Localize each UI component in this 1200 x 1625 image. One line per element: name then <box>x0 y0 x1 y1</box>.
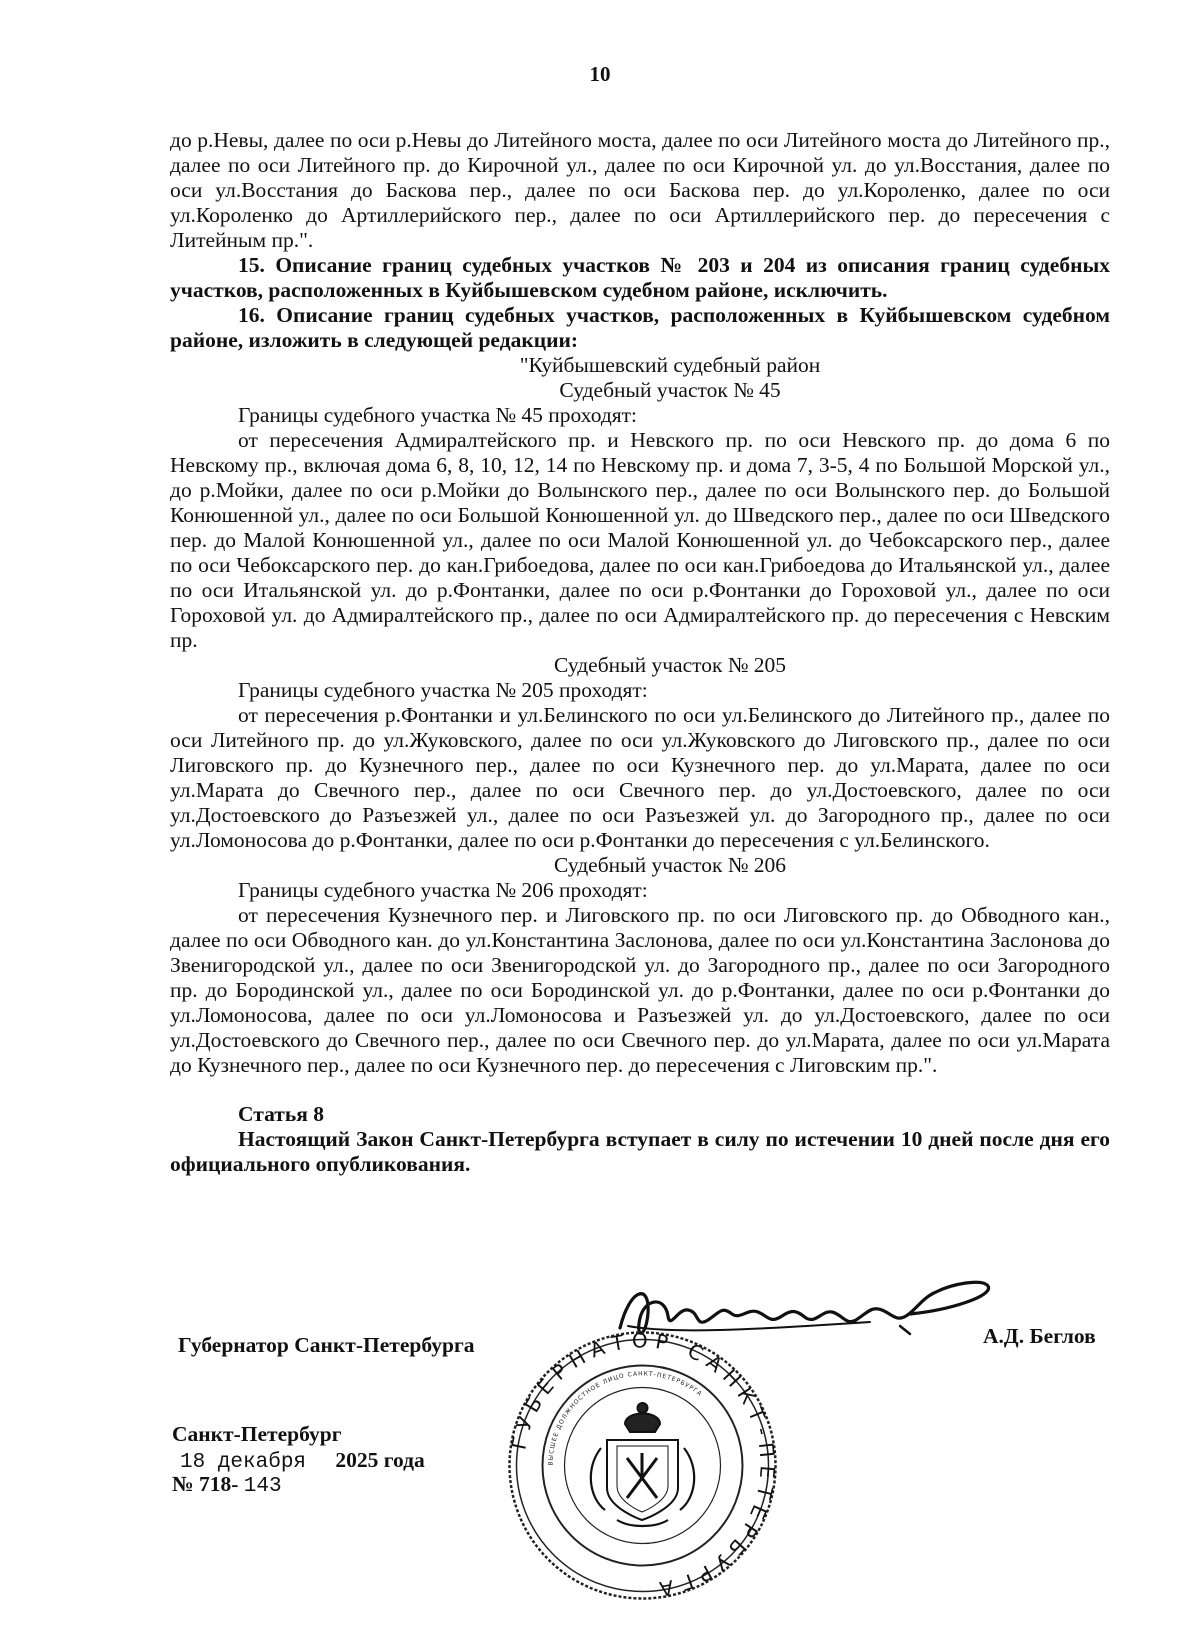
item-15: 15. Описание границ судебных участков № 203 и 204 из описания границ судебных участков, расположенных в Куйбышевском судебном районе, исключить. <box>170 253 1110 302</box>
section-206-intro: Границы судебного участка № 206 проходят: <box>238 878 648 902</box>
date-year: 2025 года <box>335 1448 425 1472</box>
official-seal <box>505 1328 780 1603</box>
section-206-title: Судебный участок № 206 <box>554 853 786 877</box>
page-number: 10 <box>589 62 611 86</box>
governor-title: Губернатор Санкт-Петербурга <box>178 1333 475 1357</box>
district-title: "Куйбышевский судебный район <box>519 353 821 377</box>
section-45-intro: Границы судебного участка № 45 проходят: <box>238 403 638 427</box>
law-number <box>172 1472 282 1498</box>
coat-of-arms-icon <box>591 1403 694 1526</box>
section-45-title: Судебный участок № 45 <box>559 378 781 402</box>
law-number-label: № 718- <box>172 1472 239 1496</box>
seal-inner-text: ВЫСШЕЕ ДОЛЖНОСТНОЕ ЛИЦО САНКТ-ПЕТЕРБУРГА <box>547 1370 704 1466</box>
section-206-text: от пересечения Кузнечного пер. и Лиговского пр. по оси Лиговского пр. до Обводного кан., далее по оси Обводного кан. до ул.Константина Заслонова, далее по оси ул.Константина Заслонова до Звенигородской ул., далее по оси Звенигородской ул. до Загородного пр., далее по оси Загородного пр. до Бородинской ул., далее по оси Бородинской ул. до р.Фонтанки, далее по оси р.Фонтанки до ул.Ломоносова, далее по оси ул.Ломоносова и Разъезжей ул. до ул.Достоевского, далее по оси ул.Достоевского до Свечного пер., далее по оси Свечного пер. до ул.Марата, далее по оси ул.Марата до Кузнечного пер., далее по оси Кузнечного пер. до пересечения с Лиговским пр.". <box>170 903 1110 1077</box>
law-number-value: 143 <box>243 1475 282 1498</box>
svg-text:ГУБЕРНАТОР САНКТ-ПЕТЕРБУРГА <box>506 1328 779 1602</box>
section-205-intro: Границы судебного участка № 205 проходят: <box>238 678 648 702</box>
section-45-text: от пересечения Адмиралтейского пр. и Невского пр. по оси Невского пр. до дома 6 по Невскому пр., включая дома 6, 8, 10, 12, 14 по Невскому пр. и дома 7, 3-5, 4 по Большой Морской ул., до р.Мойки, далее по оси р.Мойки до Волынского пер., далее по оси Волынского пер. до Большой Конюшенной ул., далее по оси Большой Конюшенной ул. до Шведского пер., далее по оси Шведского пер. до Малой Конюшенной ул., далее по оси Малой Конюшенной ул. до Чебоксарского пер., далее по оси Чебоксарского пер. до кан.Грибоедова, далее по оси кан.Грибоедова до Итальянской ул., далее по оси Итальянской ул. до р.Фонтанки, далее по оси р.Фонтанки до Гороховой ул., далее по оси Гороховой ул. до Адмиралтейского пр., далее по оси Адмиралтейского пр. до пересечения с Невским пр. <box>170 428 1110 652</box>
handwritten-signature <box>610 1268 1000 1358</box>
continuation-paragraph: до р.Невы, далее по оси р.Невы до Литейного моста, далее по оси Литейного моста до Литейного пр., далее по оси Литейного пр. до Кирочной ул., далее по оси Кирочной ул. до ул.Восстания, далее по оси ул.Восстания до Баскова пер., далее по оси Баскова пер. до ул.Короленко, далее по оси ул.Короленко до Артиллерийского пер., далее по оси Артиллерийского пер. до пересечения с Литейным пр.". <box>170 128 1110 252</box>
signing-date <box>180 1448 425 1474</box>
date-day: 18 декабря <box>180 1451 307 1474</box>
article-8-text: Настоящий Закон Санкт-Петербурга вступает в силу по истечении 10 дней после дня его официального опубликования. <box>170 1127 1110 1176</box>
governor-name: А.Д. Беглов <box>983 1324 1096 1348</box>
signing-city: Санкт-Петербург <box>172 1422 342 1446</box>
svg-text:ВЫСШЕЕ ДОЛЖНОСТНОЕ ЛИЦО САНКТ- <box>547 1370 703 1465</box>
seal-outer-text: ГУБЕРНАТОР САНКТ-ПЕТЕРБУРГА <box>506 1328 780 1603</box>
article-8-title: Статья 8 <box>238 1102 324 1126</box>
document-body <box>170 128 1110 1177</box>
item-16: 16. Описание границ судебных участков, расположенных в Куйбышевском судебном районе, изложить в следующей редакции: <box>170 303 1110 352</box>
section-205-text: от пересечения р.Фонтанки и ул.Белинского по оси ул.Белинского до Литейного пр., далее по оси Литейного пр. до ул.Жуковского, далее по оси ул.Жуковского до Лиговского пр., далее по оси Лиговского пр. до Кузнечного пер., далее по оси Кузнечного пер. до ул.Марата, далее по оси ул.Марата до Свечного пер., далее по оси Свечного пер. до ул.Достоевского, далее по оси ул.Достоевского до Разъезжей ул., далее по оси Разъезжей ул. до Загородного пр., далее по оси ул.Ломоносова до р.Фонтанки, далее по оси р.Фонтанки до пересечения с ул.Белинского. <box>170 703 1110 852</box>
section-205-title: Судебный участок № 205 <box>554 653 786 677</box>
